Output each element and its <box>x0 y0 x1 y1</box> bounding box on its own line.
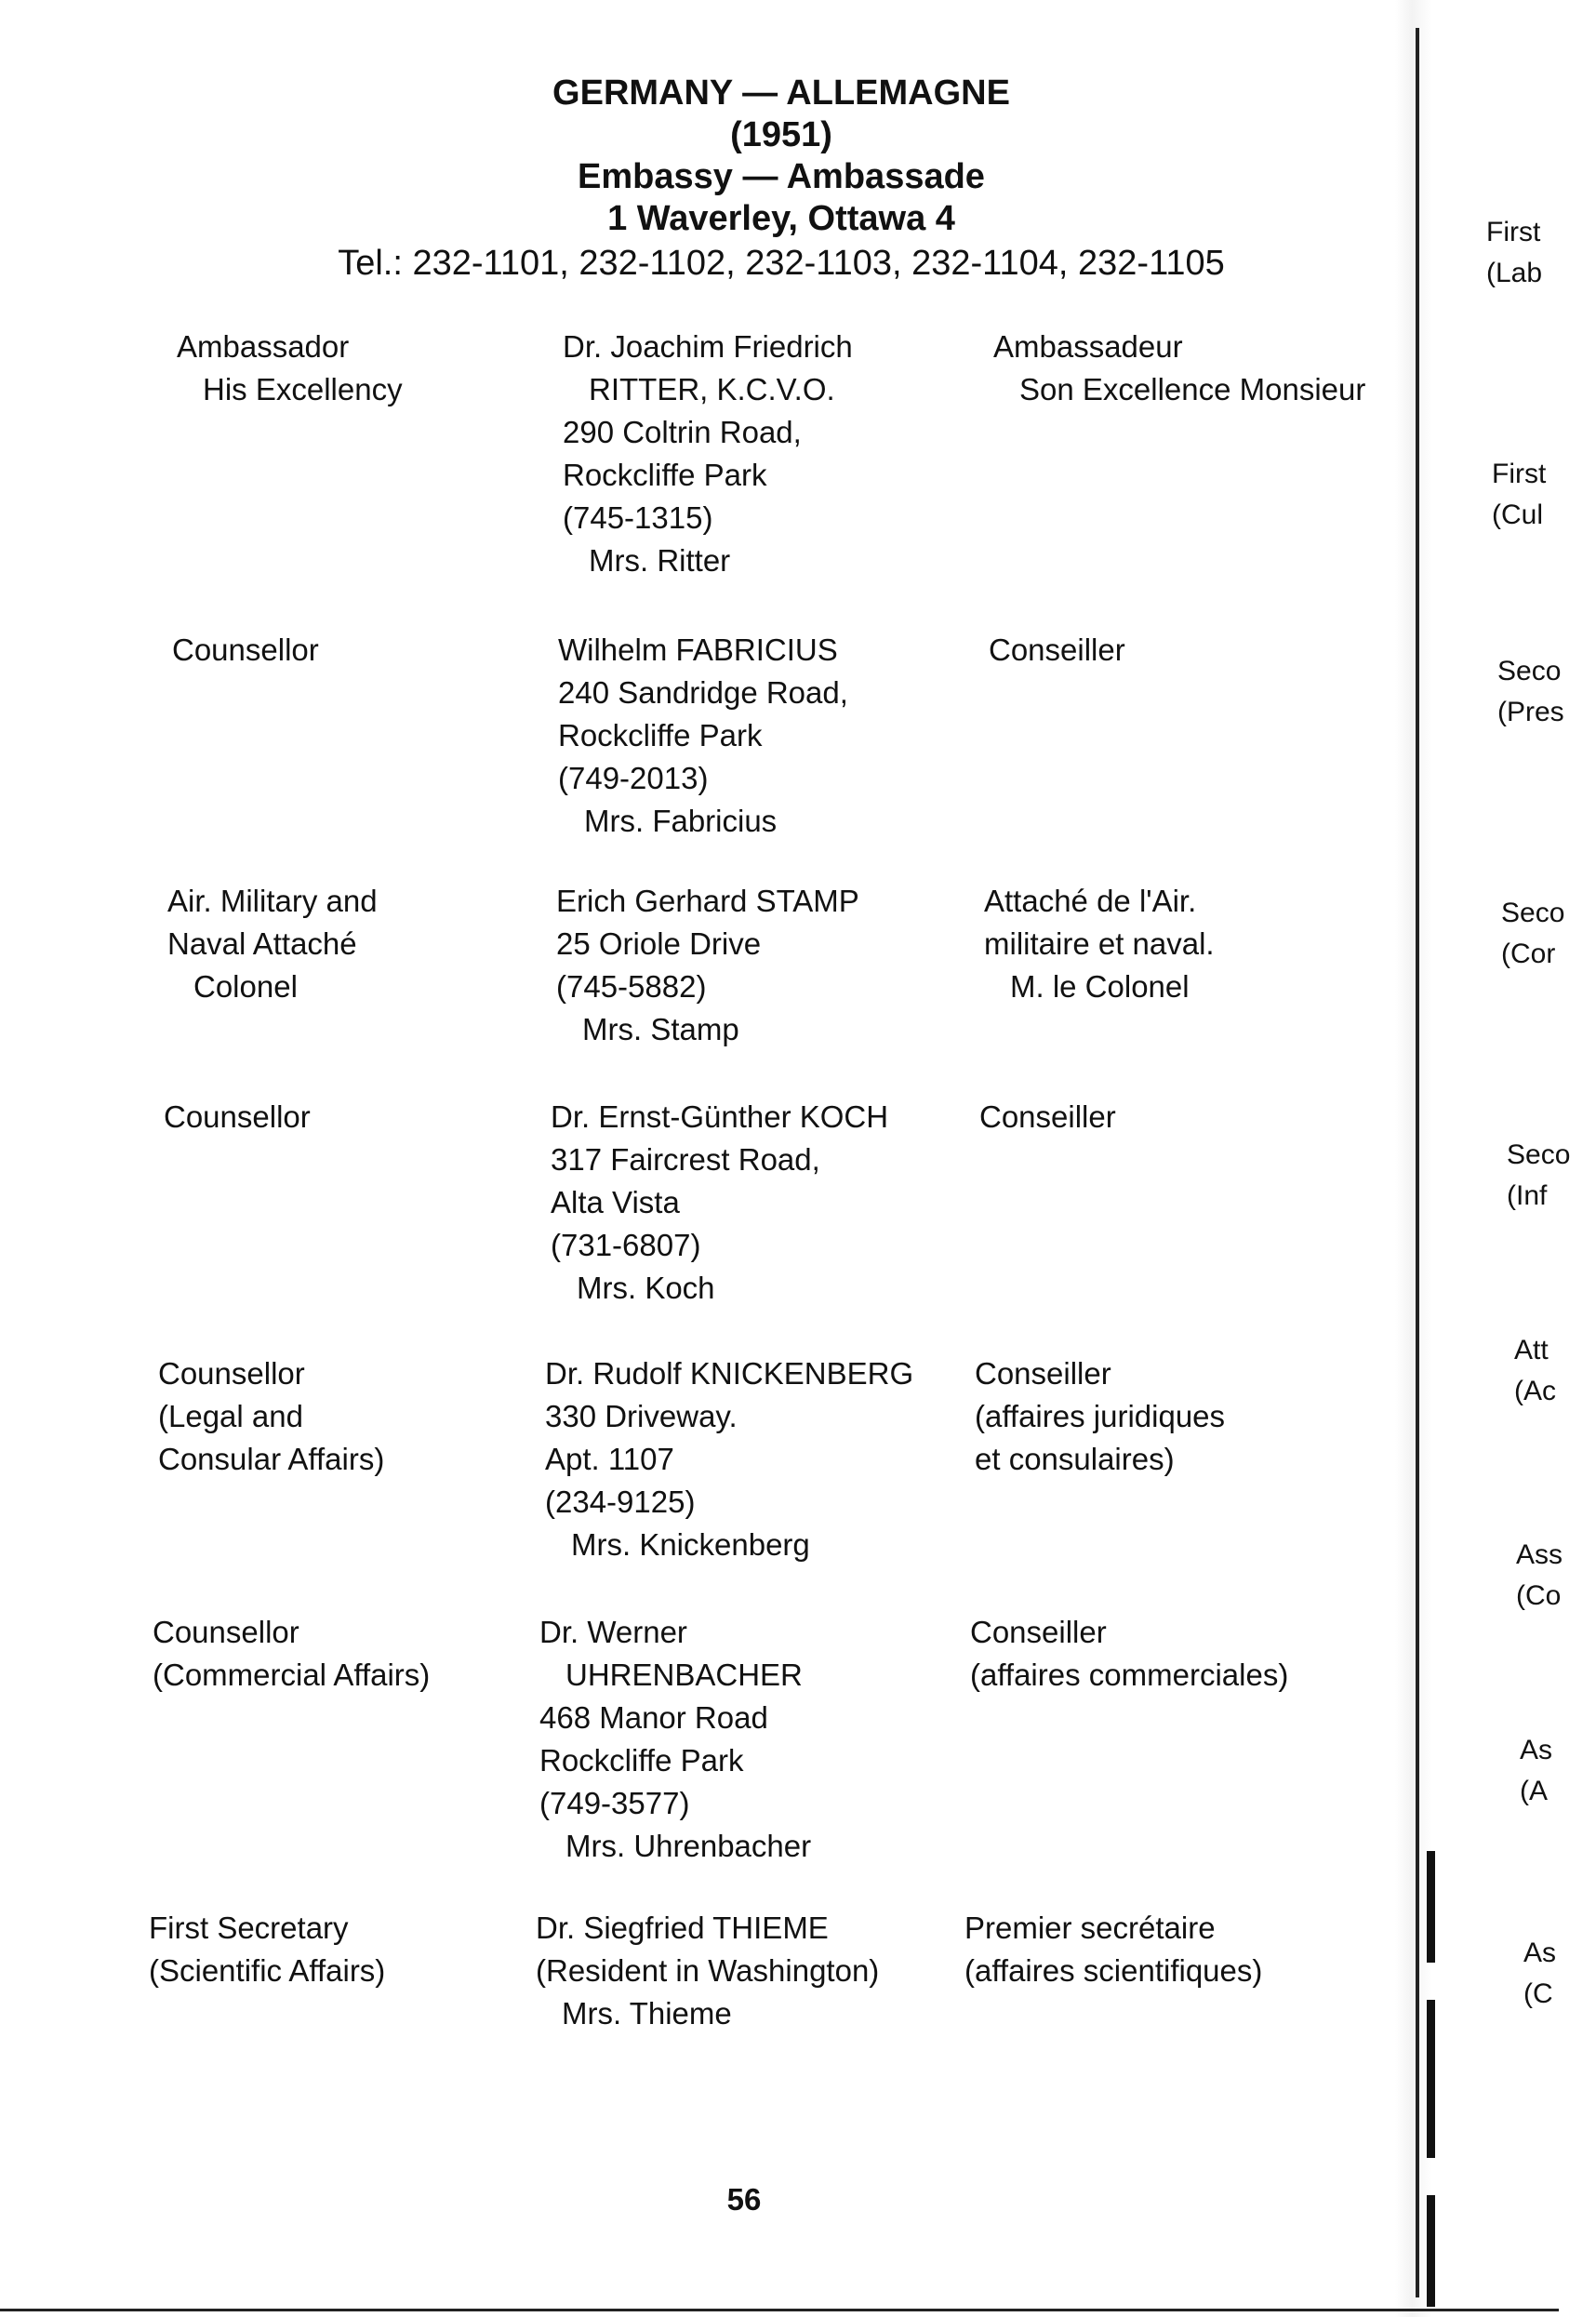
french-title <box>989 629 1125 672</box>
english-title-line: His Excellency <box>203 372 403 406</box>
french-title <box>975 1352 1225 1481</box>
person-details-line: Dr. Siegfried THIEME <box>536 1911 829 1945</box>
english-title-line: First Secretary <box>149 1911 349 1945</box>
french-title-line: (affaires commerciales) <box>970 1658 1289 1692</box>
adjacent-page-fragment: (Co <box>1516 1580 1562 1611</box>
mission-heading: Embassy — Ambassade <box>578 157 985 196</box>
person-details-line: (Resident in Washington) <box>536 1953 880 1988</box>
french-title-line: militaire et naval. <box>984 926 1215 961</box>
english-title-line: Counsellor <box>153 1615 299 1649</box>
english-title <box>167 880 378 1008</box>
french-title <box>964 1907 1262 1992</box>
person-details-line: Rockcliffe Park <box>563 458 767 492</box>
person-details-line: Erich Gerhard STAMP <box>556 884 859 918</box>
person-details <box>558 629 848 843</box>
person-details-line: Rockcliffe Park <box>539 1743 744 1778</box>
french-title-line: Son Excellence Monsieur <box>1019 372 1366 406</box>
person-details-line: (234-9125) <box>545 1485 696 1519</box>
person-details-line: Dr. Ernst-Günther KOCH <box>551 1099 889 1134</box>
french-title-line: Conseiller <box>970 1615 1107 1649</box>
page-bottom-edge <box>0 2309 1559 2311</box>
english-title-line: Air. Military and <box>167 884 378 918</box>
country-heading: GERMANY — ALLEMAGNE <box>552 73 1010 113</box>
person-details <box>539 1611 811 1868</box>
adjacent-page-fragment: Ass <box>1516 1539 1563 1570</box>
french-title-line: et consulaires) <box>975 1442 1175 1476</box>
adjacent-page-fragment: (Cor <box>1501 939 1556 969</box>
french-title <box>979 1096 1116 1139</box>
person-details-line: 290 Coltrin Road, <box>563 415 802 449</box>
adjacent-page-fragment: (A <box>1520 1776 1548 1806</box>
person-details <box>563 326 853 582</box>
person-details-line: (749-2013) <box>558 761 709 795</box>
english-title-line: Naval Attaché <box>167 926 357 961</box>
person-details <box>551 1096 888 1310</box>
adjacent-page-fragment: As <box>1520 1735 1553 1765</box>
adjacent-page-fragment: (Lab <box>1486 258 1543 288</box>
english-title-line: Consular Affairs) <box>158 1442 385 1476</box>
french-title-line: Premier secrétaire <box>964 1911 1216 1945</box>
adjacent-page-fragment: (Cul <box>1492 499 1544 530</box>
adjacent-page-fragment: (C <box>1523 1978 1553 2009</box>
english-title-line: Counsellor <box>172 633 319 667</box>
person-details-line: Wilhelm FABRICIUS <box>558 633 838 667</box>
french-title-line: Conseiller <box>989 633 1125 667</box>
person-details <box>556 880 859 1051</box>
adjacent-page-fragment: As <box>1523 1937 1557 1968</box>
adjacent-page-fragment: (Inf <box>1507 1180 1548 1211</box>
binding-shadow <box>1427 1851 1435 1963</box>
person-details-line: Mrs. Uhrenbacher <box>565 1829 812 1863</box>
adjacent-page-fragment: First <box>1492 459 1547 489</box>
english-title <box>164 1096 311 1139</box>
binding-shadow <box>1427 2195 1435 2307</box>
french-title <box>984 880 1215 1008</box>
person-details-line: (745-5882) <box>556 969 707 1004</box>
english-title-line: (Scientific Affairs) <box>149 1953 386 1988</box>
telephone-line: Tel.: 232-1101, 232-1102, 232-1103, 232-1104, 232-1105 <box>338 244 1225 283</box>
french-title-line: Conseiller <box>979 1099 1116 1134</box>
person-details-line: (749-3577) <box>539 1786 690 1820</box>
year-heading: (1951) <box>730 115 832 154</box>
person-details-line: (731-6807) <box>551 1228 701 1262</box>
person-details-line: Mrs. Knickenberg <box>571 1527 810 1562</box>
adjacent-page-fragment: (Pres <box>1497 697 1564 727</box>
french-title-line: Attaché de l'Air. <box>984 884 1197 918</box>
person-details-line: RITTER, K.C.V.O. <box>589 372 835 406</box>
embassy-header <box>260 73 1302 286</box>
person-details-line: Mrs. Fabricius <box>584 804 778 838</box>
person-details-line: 468 Manor Road <box>539 1700 768 1735</box>
person-details-line: 317 Faircrest Road, <box>551 1142 820 1177</box>
binding-shadow <box>1427 2000 1435 2158</box>
french-title-line: M. le Colonel <box>1010 969 1190 1004</box>
person-details-line: 240 Sandridge Road, <box>558 675 848 710</box>
person-details-line: Dr. Werner <box>539 1615 687 1649</box>
person-details-line: Dr. Joachim Friedrich <box>563 329 853 364</box>
address-heading: 1 Waverley, Ottawa 4 <box>607 199 955 238</box>
adjacent-page-fragment: First <box>1486 217 1541 247</box>
adjacent-page-fragment: Seco <box>1497 656 1562 686</box>
adjacent-page-fragment: Seco <box>1507 1139 1571 1170</box>
english-title-line: Colonel <box>193 969 298 1004</box>
person-details-line: Mrs. Thieme <box>562 1996 732 2031</box>
person-details-line: Dr. Rudolf KNICKENBERG <box>545 1356 914 1391</box>
person-details <box>536 1907 879 2035</box>
adjacent-page-fragment: (Ac <box>1514 1376 1556 1406</box>
english-title-line: Counsellor <box>164 1099 311 1134</box>
english-title <box>158 1352 384 1481</box>
adjacent-page-fragment: Seco <box>1501 898 1565 928</box>
english-title-line: Counsellor <box>158 1356 305 1391</box>
english-title-line: (Legal and <box>158 1399 303 1433</box>
person-details-line: Mrs. Koch <box>577 1271 715 1305</box>
person-details <box>545 1352 913 1566</box>
person-details-line: Rockcliffe Park <box>558 718 763 752</box>
person-details-line: Apt. 1107 <box>545 1442 674 1476</box>
person-details-line: Mrs. Stamp <box>582 1012 739 1046</box>
binding-line <box>1416 28 1419 2297</box>
english-title-line: Ambassador <box>177 329 350 364</box>
french-title-line: (affaires scientifiques) <box>964 1953 1263 1988</box>
adjacent-page-fragment: Att <box>1514 1335 1549 1365</box>
english-title <box>177 326 403 411</box>
french-title <box>993 326 1365 411</box>
person-details-line: (745-1315) <box>563 500 713 535</box>
french-title <box>970 1611 1288 1697</box>
person-details-line: 330 Driveway. <box>545 1399 738 1433</box>
person-details-line: Alta Vista <box>551 1185 680 1219</box>
person-details-line: 25 Oriole Drive <box>556 926 762 961</box>
french-title-line: Ambassadeur <box>993 329 1183 364</box>
english-title <box>172 629 319 672</box>
person-details-line: UHRENBACHER <box>565 1658 803 1692</box>
page-number: 56 <box>726 2182 762 2217</box>
french-title-line: Conseiller <box>975 1356 1111 1391</box>
english-title <box>153 1611 430 1697</box>
english-title-line: (Commercial Affairs) <box>153 1658 431 1692</box>
french-title-line: (affaires juridiques <box>975 1399 1226 1433</box>
english-title <box>149 1907 385 1992</box>
person-details-line: Mrs. Ritter <box>589 543 731 578</box>
